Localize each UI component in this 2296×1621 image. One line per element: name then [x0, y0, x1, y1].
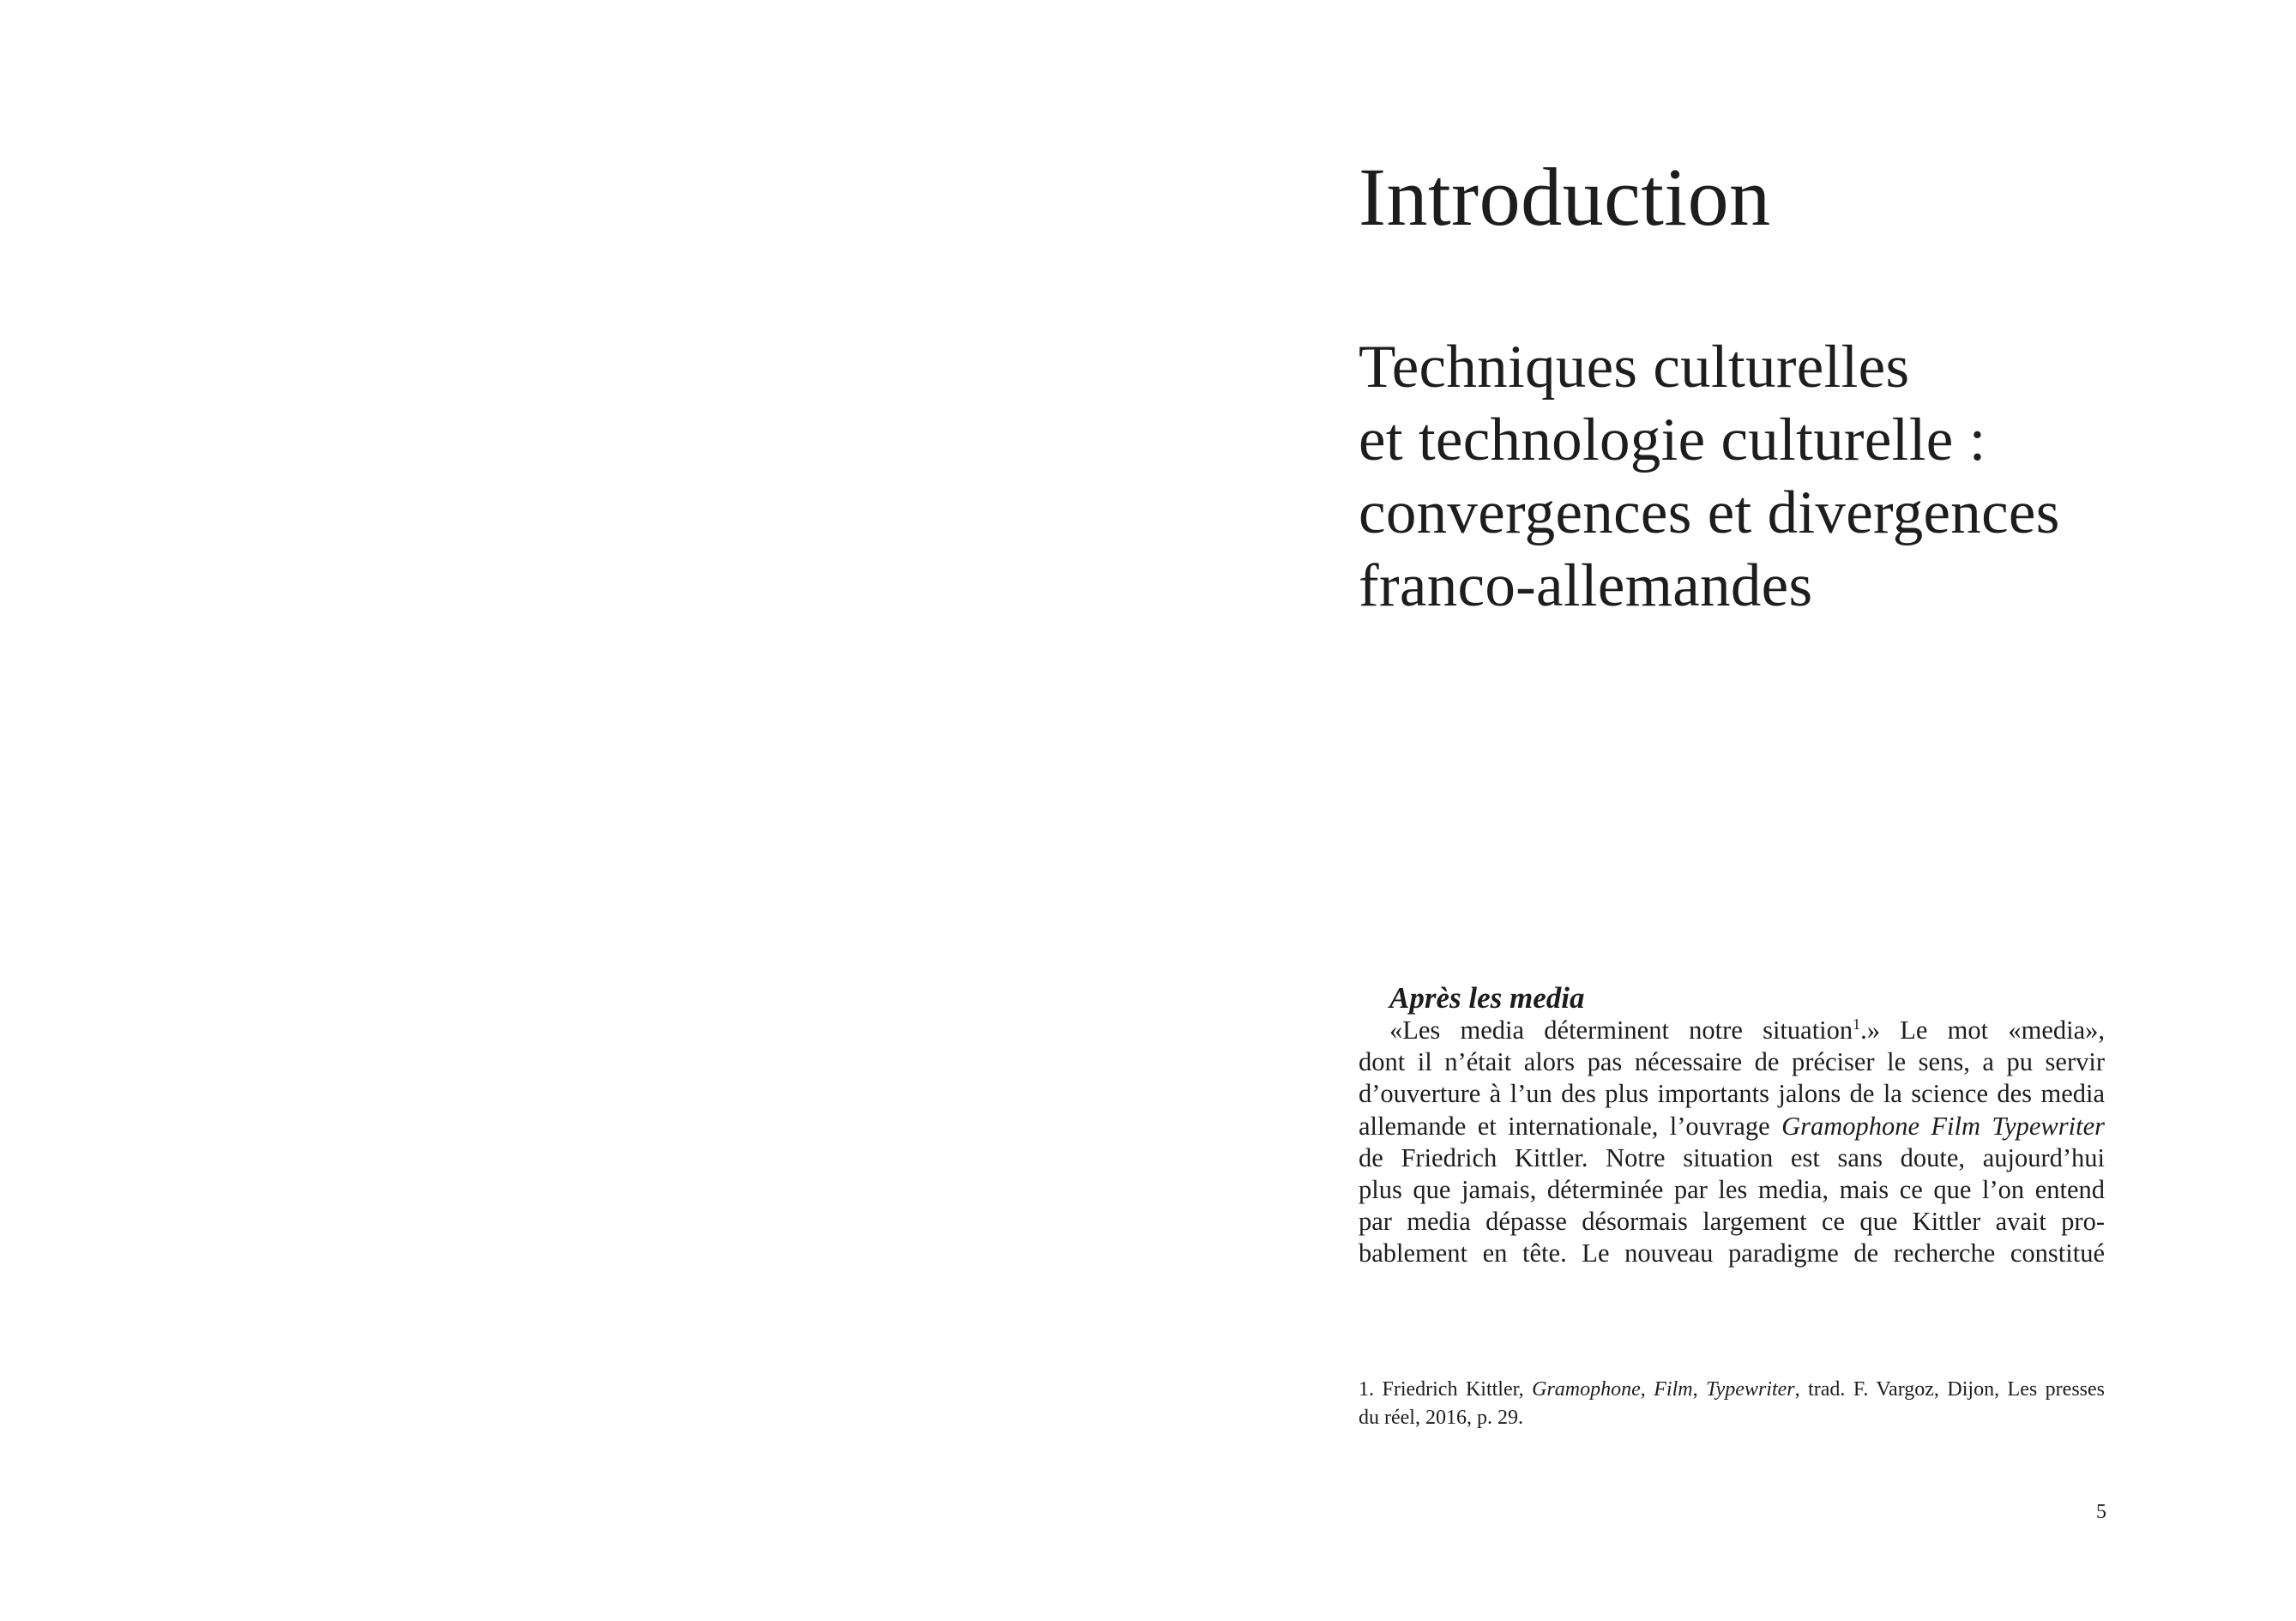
body-paragraph [1359, 1015, 2105, 1270]
footnote-author: Friedrich Kittler, [1382, 1378, 1524, 1401]
footnote-title: Gramophone [1532, 1378, 1641, 1401]
footnote [1359, 1376, 2105, 1432]
subtitle-line: franco-allemandes [1359, 552, 1813, 619]
text-line: d’ouverture à l’un des plus importants jalons de la science des media [1359, 1079, 2105, 1109]
text-line: plus que jamais, déterminée par les media, mais ce que l’on entend [1359, 1174, 2105, 1204]
text-line [1359, 1111, 2105, 1142]
subtitle-line: convergences et divergences [1359, 479, 2060, 546]
footnote-number: 1. [1359, 1378, 1374, 1401]
text-segment: .» Le mot «media», [1860, 1015, 2106, 1045]
text-segment: allemande et internationale, l’ouvrage [1359, 1111, 1782, 1141]
footnote-title: Film [1654, 1378, 1693, 1401]
text-line: dont il n’était alors pas nécessaire de préciser le sens, a pu servir [1359, 1047, 2105, 1077]
subtitle-line: et technologie culturelle : [1359, 407, 1986, 473]
footnote-ref: 1 [1853, 1015, 1861, 1033]
page-number: 5 [2096, 1501, 2106, 1523]
text-segment: «Les media déterminent notre situation [1389, 1015, 1853, 1045]
text-line: bablement en tête. Le nouveau paradigme de recherche constitué [1359, 1238, 2105, 1268]
text-line: de Friedrich Kittler. Notre situation est sans doute, aujourd’hui [1359, 1142, 2105, 1172]
chapter-title: Introduction [1359, 151, 1771, 243]
footnote-line: 1. Friedrich Kittler, Gramophone, Film, Typewriter, trad. F. Vargoz, Dijon, Les presses [1359, 1378, 2105, 1401]
footnote-line: du réel, 2016, p. 29. [1359, 1407, 1523, 1429]
section-heading: Après les media [1389, 981, 1585, 1015]
text-line: par media dépasse désormais largement ce que Kittler avait pro- [1359, 1207, 2105, 1237]
subtitle-line: Techniques culturelles [1359, 334, 1910, 401]
footnote-text: , trad. F. Vargoz, Dijon, Les presses [1794, 1378, 2105, 1401]
chapter-subtitle [1359, 331, 2060, 623]
footnote-title: Typewriter [1706, 1378, 1795, 1401]
book-title: Gramophone Film Typewriter [1781, 1111, 2105, 1141]
text-line [1359, 1015, 2105, 1046]
